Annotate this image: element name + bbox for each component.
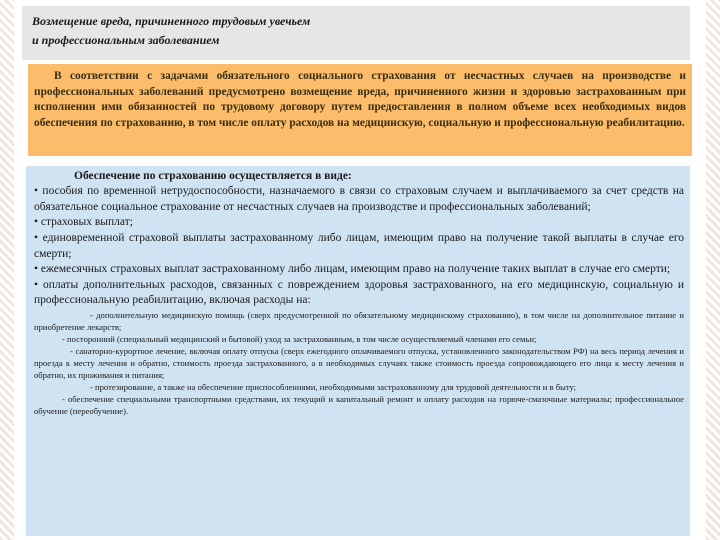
intro-text: В соответствии с задачами обязательного социального страхования от несчастных случаев на производстве и профессиональных заболеваний предусмотрено возмещение вреда, причиненного жизни и здоровью застрахованным при исполнении ими обязанностей по трудовому договору путем предоставления в полном объеме всех необходимых видов обеспечения по страхованию, в том числе оплату расходов на медицинскую, социальную и профессиональную реабилитацию. [34, 70, 686, 129]
provision-box [26, 166, 690, 536]
provision-heading: Обеспечение по страхованию осуществляется в виде: [74, 170, 352, 182]
intro-box [28, 64, 692, 156]
list-item: • ежемесячных страховых выплат застрахованному либо лицам, имеющим право на получение таких выплат в случае его смерти; [34, 263, 671, 276]
list-item: • страховых выплат; [34, 216, 133, 229]
list-item: • пособия по временной нетрудоспособности, назначаемого в связи со страховым случаем и выплачиваемого за счет средств на обязательное социальное страхование от несчастных случаев на производстве и профессиональных заболеваний; [34, 185, 684, 213]
sub-list-item: - обеспечение специальными транспортными средствами, их текущий и капитальный ремонт и оплату расходов на горюче-смазочные материалы; профессиональное обучение (переобучение). [34, 393, 684, 416]
slide-title-line-1: Возмещение вреда, причиненного трудовым увечьем [32, 14, 311, 28]
list-item: • оплаты дополнительных расходов, связанных с повреждением здоровья застрахованного, на его медицинскую, социальную и профессиональную реабилитацию, включая расходы на: [34, 278, 684, 307]
decorative-border-left [0, 0, 14, 540]
decorative-border-right [706, 0, 720, 540]
list-item: • единовременной страховой выплаты застрахованному либо лицам, имеющим право на получение такой выплаты в случае его смерти; [34, 232, 684, 260]
sub-list-item: - посторонний (специальный медицинский и бытовой) уход за застрахованным, в том числе осуществляемый членами его семьи; [62, 333, 537, 344]
sub-list-item: - санаторно-курортное лечение, включая оплату отпуска (сверх ежегодного оплачиваемого отпуска, установленного законодательством РФ) на весь период лечения и проезда к месту лечения и обратно, стоимость проезда застрахованного, а в необходимых случаях также стоимость проезда сопровождающего его лица к месту лечения и обратно, их проживания и питания; [34, 345, 684, 380]
sub-list-item: - протезирование, а также на обеспечение приспособлениями, необходимыми застрахованному для трудовой деятельности и в быту; [90, 381, 577, 392]
slide-title-line-2: и профессиональным заболеванием [32, 33, 220, 47]
slide-title-box [22, 6, 690, 60]
sub-list-item: - дополнительную медицинскую помощь (сверх предусмотренной по обязательному медицинскому страхованию), в том числе на дополнительное питание и приобретение лекарств; [34, 309, 684, 332]
